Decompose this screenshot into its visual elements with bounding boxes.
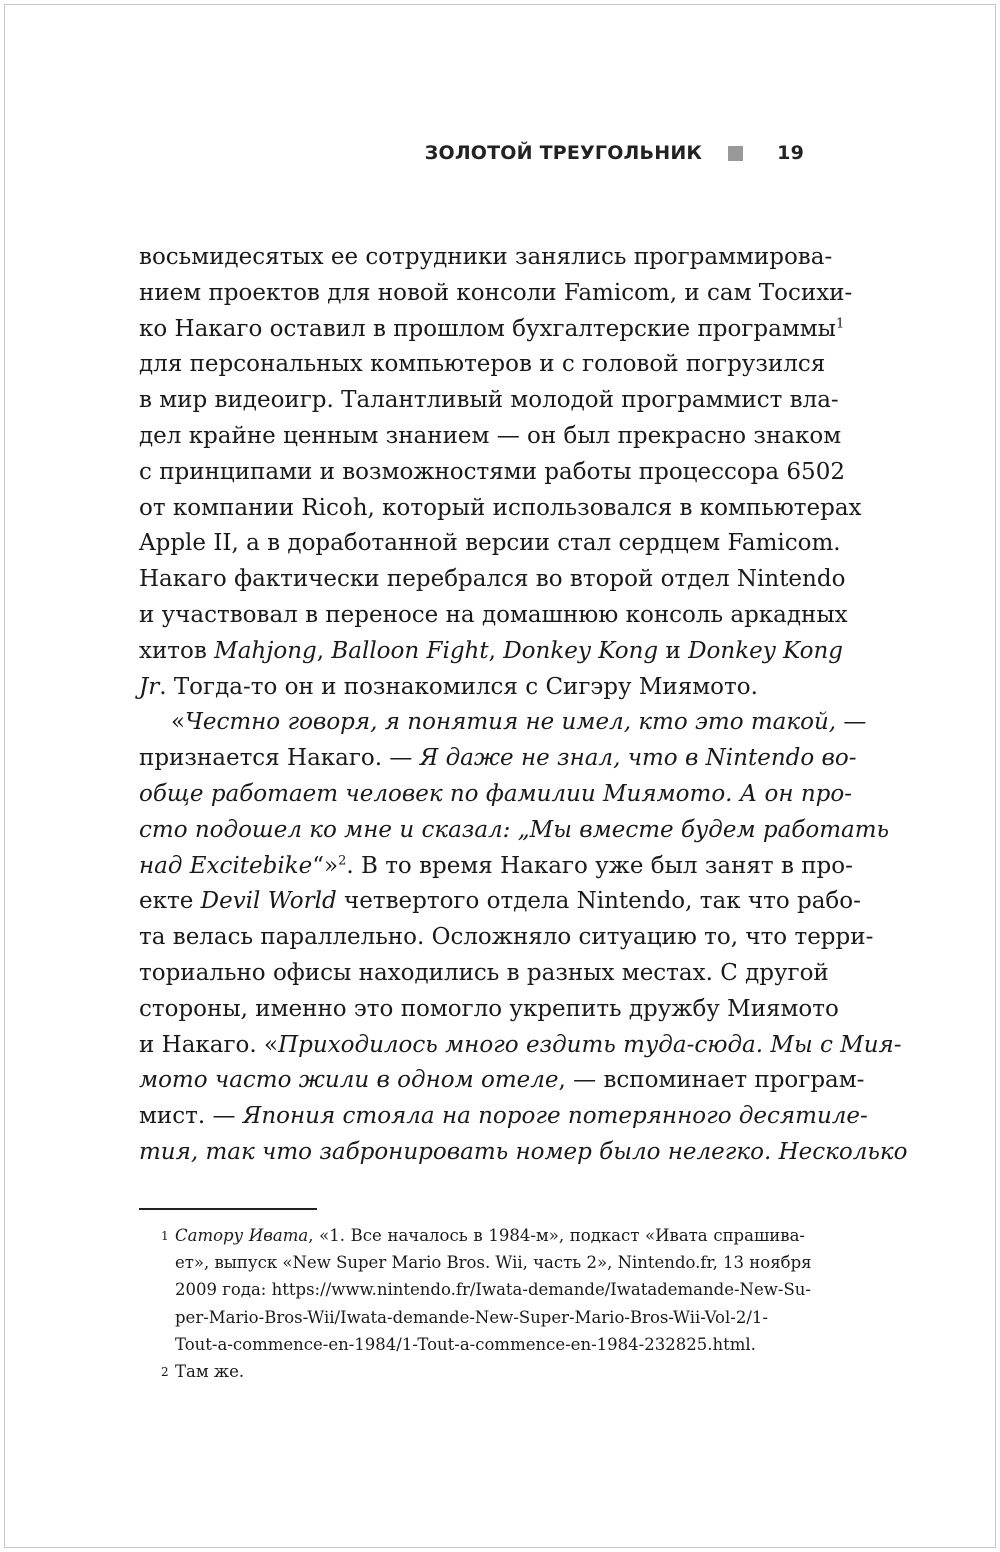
footnote-ref-1: 1 xyxy=(835,315,845,331)
text-line: Apple II, а в доработанной версии стал сердцем Famicom. xyxy=(139,530,841,557)
footnote-line: ет», выпуск «New Super Mario Bros. Wii, часть 2», Nintendo.fr, 13 ноября xyxy=(175,1253,812,1273)
text-line: «Честно говоря, я понятия не имел, кто это такой, — xyxy=(171,709,867,736)
text-line: ториально офисы находились в разных местах. С другой xyxy=(139,959,829,986)
text-line: екте Devil World четвертого отдела Nintendo, так что рабо- xyxy=(139,888,861,915)
text-line: обще работает человек по фамилии Миямото. А он про- xyxy=(139,780,852,807)
footnotes xyxy=(139,1222,812,1385)
text-line: мист. — Япония стояла на пороге потерянного десятиле- xyxy=(139,1103,868,1130)
page-number: 19 xyxy=(777,142,804,164)
footnote-line: Сатору Ивата, «1. Все началось в 1984-м», подкаст «Ивата спрашива- xyxy=(175,1226,805,1245)
text-line: восьмидесятых ее сотрудники занялись программирова- xyxy=(139,244,833,270)
text-line: в мир видеоигр. Талантливый молодой программист вла- xyxy=(139,387,839,414)
text-line: Jr. Тогда-то он и познакомился с Сигэру Миямото. xyxy=(139,673,758,700)
running-header xyxy=(425,142,804,164)
text-line: и участвовал в переносе на домашнюю консоль аркадных xyxy=(139,601,848,628)
footnote-line: 2009 года: https://www.nintendo.fr/Iwata-demande/Iwatademande-New-Su- xyxy=(175,1280,811,1300)
body-text xyxy=(139,240,908,1171)
text-line: тия, так что забронировать номер было нелегко. Несколько xyxy=(139,1138,908,1165)
text-line: дел крайне ценным знанием — он был прекрасно знаком xyxy=(139,422,842,449)
text-line: хитов Mahjong, Balloon Fight, Donkey Kong и Donkey Kong xyxy=(139,637,843,664)
footnote-2-mark: 2 xyxy=(161,1365,169,1379)
footnote-line: Там же. xyxy=(175,1362,245,1382)
text-line: над Excitebike“»$^2$. В то время Накаго уже был занят в про- xyxy=(139,852,853,879)
footnote-line: Tout-a-commence-en-1984/1-Tout-a-commence-en-1984-232825.html. xyxy=(175,1334,756,1354)
separator-square-icon xyxy=(728,146,743,161)
text-line: та велась параллельно. Осложняло ситуацию то, что терри- xyxy=(139,924,874,951)
text-line: ко Накаго оставил в прошлом бухгалтерские программы$^1$ xyxy=(139,315,845,342)
text-line: Накаго фактически перебрался во второй отдел Nintendo xyxy=(139,566,846,593)
text-line: с принципами и возможностями работы процессора 6502 xyxy=(139,458,845,485)
text-line: нием проектов для новой консоли Famicom, и сам Тосихи- xyxy=(139,279,853,306)
footnote-1-mark: 1 xyxy=(161,1229,169,1243)
chapter-title: ЗОЛОТОЙ ТРЕУГОЛЬНИК xyxy=(424,142,703,164)
text-line: признается Накаго. — Я даже не знал, что в Nintendo во- xyxy=(139,745,857,772)
footnote-ref-2: 2 xyxy=(338,852,347,868)
text-line: мото часто жили в одном отеле, — вспоминает програм- xyxy=(139,1067,865,1094)
text-line: и Накаго. «Приходилось много ездить туда-сюда. Мы с Мия- xyxy=(139,1031,902,1058)
footnote-line: per-Mario-Bros-Wii/Iwata-demande-New-Super-Mario-Bros-Wii-Vol-2/1- xyxy=(175,1307,768,1327)
text-line: для персональных компьютеров и с головой погрузился xyxy=(139,351,826,378)
text-line: стороны, именно это помогло укрепить дружбу Миямото xyxy=(139,995,839,1022)
text-line: сто подошел ко мне и сказал: „Мы вместе будем работать xyxy=(139,816,890,843)
footnote-divider xyxy=(139,1208,317,1210)
text-line: от компании Ricoh, который использовался в компьютерах xyxy=(139,494,862,521)
